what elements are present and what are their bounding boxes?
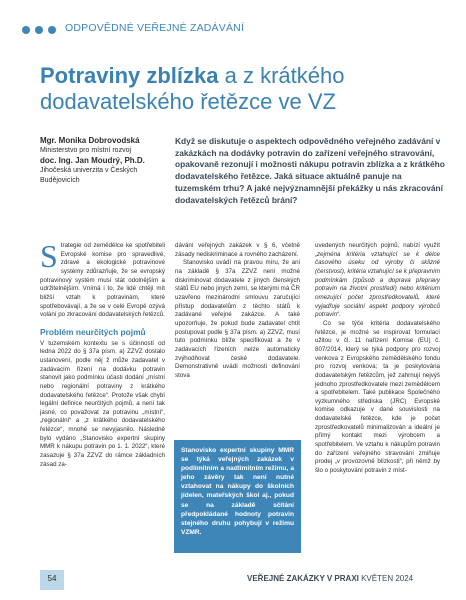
dot-icon (48, 26, 56, 34)
author-name: Mgr. Monika Dobrovodská (40, 136, 140, 145)
title-bold: Potraviny zblízka (40, 63, 219, 88)
body-column-2 (175, 242, 300, 381)
dot-icon (22, 26, 30, 34)
issue-date: KVĚTEN 2024 (358, 574, 414, 583)
paragraph: Co se týče kritéria dodavatelského řetězce, je možné se inspirovat formulací užitou v čl. 11 nařízení Komise (EU) č. 807/2014, který se týká podpory pro rozvoj venkova z Evropského zemědělského fondu pro rozvoj venkova; ta je poskytována dodavatelským řetězcům, jež zahrnují nejvýš jednoho zprostředkovatele mezi zemědělcem a spotřebitelem. Také publikace Společného výzkumného střediska (JRC) Evropské komise odkazuje v dané souvislosti na dodavatelské řetězce, kde je počet zprostředkovatelů minimalizován a ideální je přímý kontakt mezi výrobcem a spotřebitelem. Ve vztahu k nákupům potravin do zařízení veřejného stravování zmiňuje prodej „v provozovně blízkosti“, při němž by šlo o poskytování potravin z míst- (315, 319, 440, 475)
paragraph: Stanovisko uvádí na pravou míru, že ani na základě § 37a ZZVZ není možné diskriminovat dodavatele z jiných členských států EU nebo jiných zemí, se kterými má ČR uzavřeno mezinárodní smlouvu zaručující přístup dodavatelům z těchto států k zadávané veřejné zakázce. A také upozorňuje, že pokud bude zadavatel chtít postupovat podle § 37a písm. a) ZZVZ, musí tuto podmínku blíže specifikovat a že v zadávacích řízeních nelze automaticky zvýhodňovat české dodavatele. Demonstrativně uvádí možnosti definování stova (175, 259, 300, 379)
lead-paragraph: Když se diskutuje o aspektech odpovědného veřejného zadávání v zakázkách na dodávky potravin do zařízení veřejného stravování, opakovaně rezonují i možnosti nákupu potravin zblízka a z krátkého dodavatelského řetězce. Jaká situace aktuálně panuje na tuzemském trhu? A jaké nejvýznamnější překážky u nás zkracování dodavatelských řetězců brání? (175, 136, 445, 205)
article-title (40, 63, 450, 115)
dot-icon (35, 26, 43, 34)
paragraph (315, 242, 440, 320)
section-label: ODPOVĚDNÉ VEŘEJNÉ ZADÁVÁNÍ (65, 22, 245, 34)
paragraph: V tuzemském kontextu se s účinností od ledna 2022 do § 37a písm. a) ZZVZ dostalo ustanovení, podle něj ž může zadavatel v zadávacím řízení na dodávku potravin stanovit jako podmínku účasti dodání „místní nebo regionální potraviny z krátkého dodavatelského řetězce“. Protože však chybí legální definice neurčitých pojmů, a není tak jasné, co považovat za potravinu „místní“, „regionální“ a „z krátkého dodavatelského řetězce“, mnohé se nevyjasnilo. Následně bylo vydáno „Stanovisko expertní skupiny MMR k nákupu potravin po 1. 1. 2022“, které zasazuje § 37a ZZVZ do rámce základních zásad za- (40, 339, 165, 468)
title-rest: a z krátkého dodavatelského řetězce ve VZ (40, 63, 345, 114)
subheading: Problém neurčitých pojmů (40, 326, 146, 337)
author-affiliation: Jihočeská univerzita v Českých Budějovicích (40, 167, 138, 184)
footer-magazine (247, 574, 413, 583)
text-run: . (339, 311, 341, 319)
section-dots (22, 26, 56, 34)
drop-cap: S (40, 238, 58, 274)
text-run: uvedených neurčitých pojmů, nabízí využít (315, 242, 440, 249)
callout-box: Stanovisko expertní skupiny MMR se týká veřejných zakázek v podlimitním a nadlimitním režimu, a jeho závěry tak není nutné vztahovat na nákupy do školních jídelen, mateřských škol aj., pokud se na základě sčítání předpokládané hodnoty potravin stejného druhu pohybují v režimu VZMR. (174, 440, 301, 553)
page-number: 54 (47, 574, 57, 583)
body-column-1 (40, 238, 165, 469)
authors (40, 136, 165, 186)
paragraph: dávání veřejných zakázek v § 6, včetně zásady nediskriminace a rovného zacházení. (175, 242, 300, 258)
paragraph: trategie od zemědělce ke spotřebiteli Evropské komise pro spravedlivé, zdravé a ekologické potravinové systémy zdůrazňuje, že se evropský potravinový systém musí stát odolnějším a udržitelnějším. Vnímá i to, že lidé chtějí mít bližší vztah k potravinám, které spotřebovávají, a že se v celé Evropě ozývá volání po zkracování dodavatelských řetězců. (40, 242, 165, 319)
magazine-name: VEŘEJNÉ ZAKÁZKY V PRAXI (247, 574, 359, 583)
quote-italic: „zejména kritéria vztahující se k délce časového úseku od výroby či sklizně (čerstvost), kritéria vztahující se k přepravním podmínkám (způsob a doprava přepravy potravin na životní prostředí) nebo kritérium omezující počet zprostředkovatelů, které vyjadřuje sociální aspekt podpory výrobců potravin“ (315, 250, 440, 319)
author-name: doc. Ing. Jan Moudrý, Ph.D. (40, 156, 145, 165)
author-affiliation: Ministerstvo pro místní rozvoj (40, 147, 132, 154)
body-column-3 (315, 242, 440, 476)
